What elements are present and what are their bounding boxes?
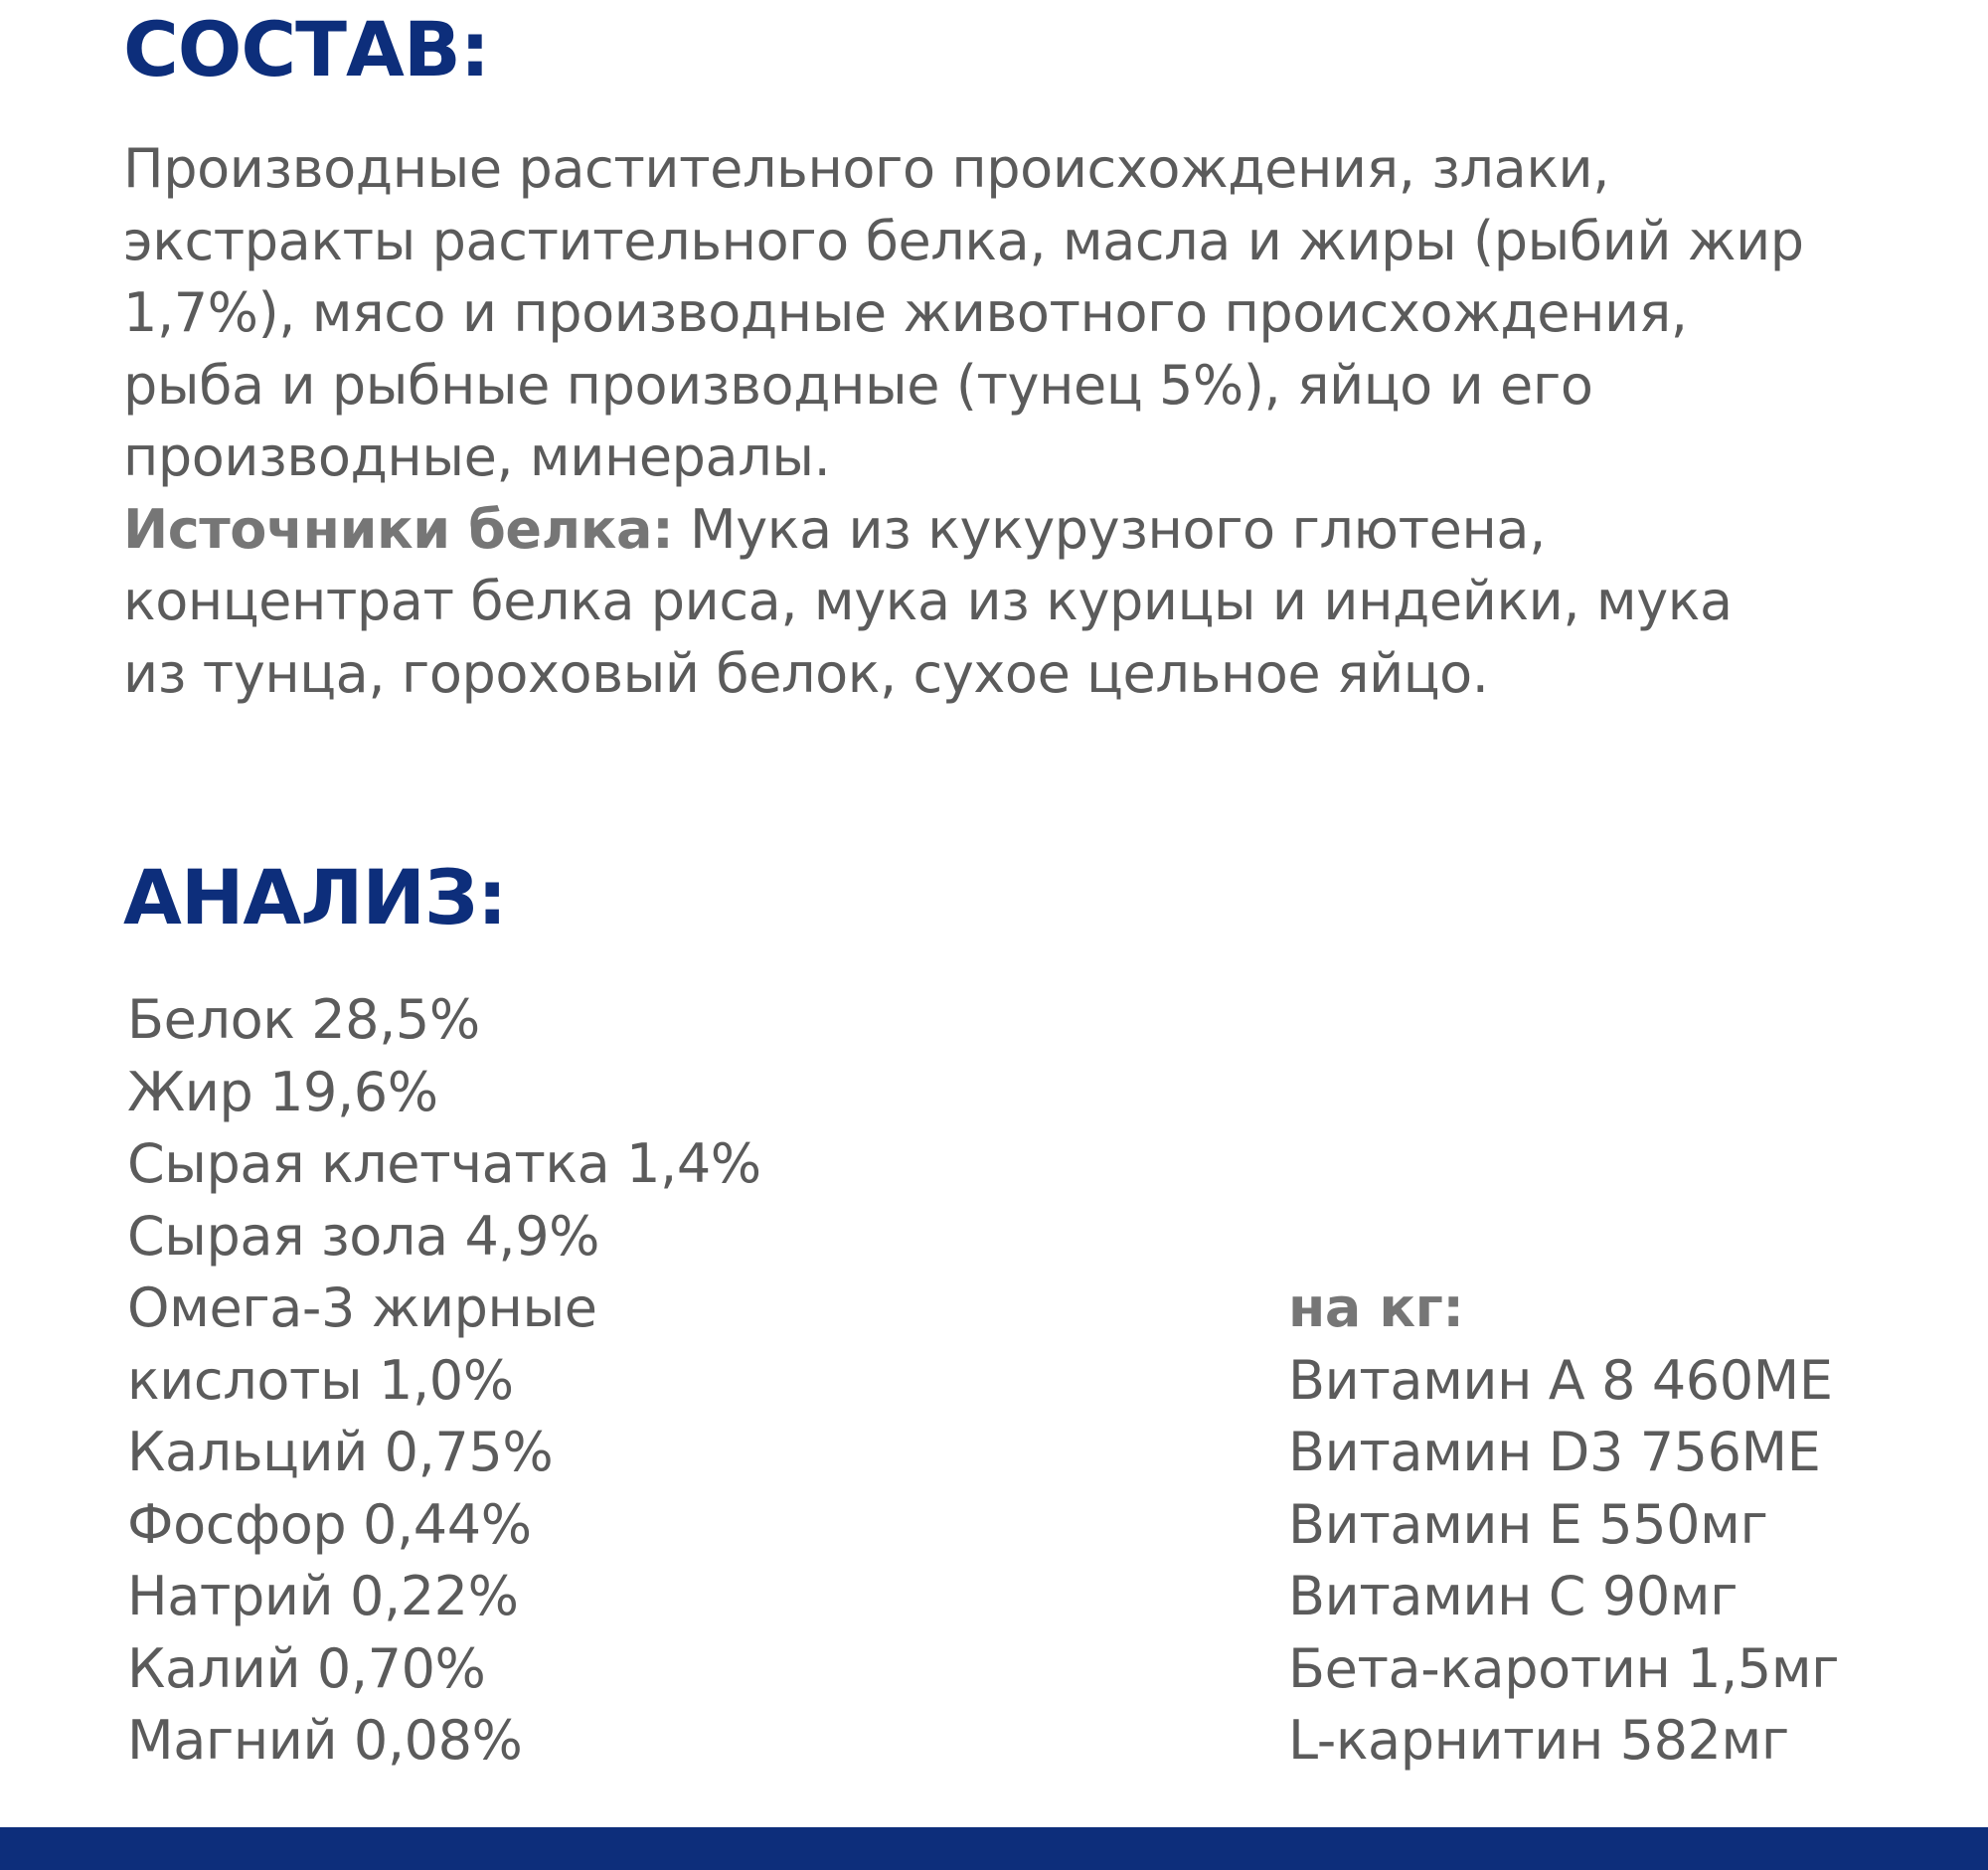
nutrient-item: Магний 0,08% — [127, 1709, 523, 1772]
composition-text — [123, 133, 1952, 710]
vitamin-item: Витамин D3 756МЕ — [1288, 1421, 1821, 1483]
nutrient-item: Калий 0,70% — [127, 1636, 486, 1700]
nutrient-item: Сырая зола 4,9% — [127, 1204, 600, 1268]
nutrient-list — [127, 984, 761, 1778]
nutrient-item: Фосфор 0,44% — [127, 1492, 532, 1556]
vitamin-item: Бета-каротин 1,5мг — [1288, 1636, 1840, 1700]
vitamin-block — [1288, 1273, 1839, 1778]
nutrient-item: Кальций 0,75% — [127, 1421, 554, 1483]
nutrient-item: кислоты 1,0% — [127, 1348, 514, 1412]
per-kg-label: на кг: — [1288, 1276, 1464, 1339]
composition-line: экстракты растительного белка, масла и жиры (рыбий жир — [123, 209, 1804, 272]
protein-sources-line — [123, 494, 1952, 567]
protein-sources-line: из тунца, гороховый белок, сухое цельное яйцо. — [123, 641, 1489, 705]
nutrient-item: Натрий 0,22% — [127, 1565, 519, 1627]
composition-line: производные, минералы. — [123, 425, 831, 488]
nutrient-item: Белок 28,5% — [127, 988, 480, 1051]
vitamin-item: Витамин С 90мг — [1288, 1565, 1739, 1627]
vitamin-item: Витамин Е 550мг — [1288, 1492, 1768, 1556]
protein-sources-line: концентрат белка риса, мука из курицы и индейки, мука — [123, 570, 1733, 632]
vitamin-list — [1288, 1345, 1839, 1778]
composition-heading: СОСТАВ: — [123, 5, 490, 93]
analysis-heading: АНАЛИЗ: — [123, 853, 507, 941]
composition-line: Производные растительного происхождения, злаки, — [123, 137, 1610, 200]
protein-sources-label: Источники белка: — [123, 497, 674, 561]
composition-line: 1,7%), мясо и производные животного происхождения, — [123, 281, 1688, 344]
nutrient-item: Жир 19,6% — [127, 1060, 438, 1123]
footer-bar — [0, 1827, 1988, 1870]
nutrient-item: Омега-3 жирные — [127, 1276, 597, 1339]
protein-sources-text: Мука из кукурузного глютена, — [673, 497, 1546, 561]
vitamin-item: Витамин А 8 460МЕ — [1288, 1348, 1833, 1412]
vitamin-item: L-карнитин 582мг — [1288, 1709, 1789, 1772]
nutrient-item: Сырая клетчатка 1,4% — [127, 1132, 761, 1195]
composition-line: рыба и рыбные производные (тунец 5%), яйцо и его — [123, 353, 1593, 417]
